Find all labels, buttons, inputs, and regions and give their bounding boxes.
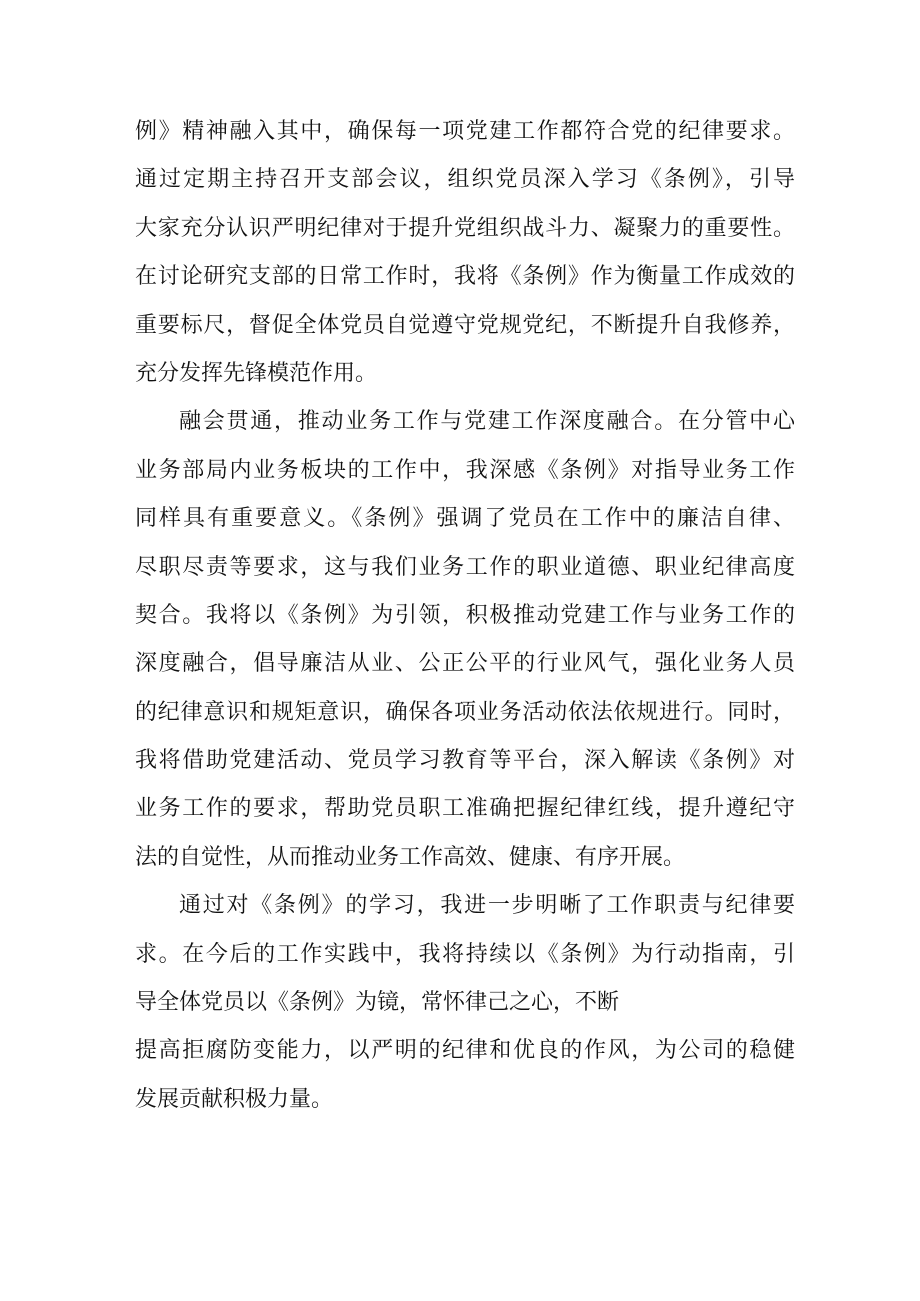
text-line-9: 同样具有重要意义。《条例》强调了党员在工作中的廉洁自律、 bbox=[135, 506, 795, 532]
text-line-11: 契合。我将以《条例》为引领，积极推动党建工作与业务工作的 bbox=[135, 602, 795, 628]
text-line-15: 业务工作的要求，帮助党员职工准确把握纪律红线，提升遵纪守 bbox=[135, 796, 795, 822]
text-line-21: 发展贡献积极力量。 bbox=[135, 1086, 334, 1112]
text-line-12: 深度融合，倡导廉洁从业、公正公平的行业风气，强化业务人员 bbox=[135, 651, 795, 677]
text-line-3: 大家充分认识严明纪律对于提升党组织战斗力、凝聚力的重要性。 bbox=[135, 215, 795, 241]
text-line-17: 通过对《条例》的学习，我进一步明晰了工作职责与纪律要 bbox=[179, 893, 795, 919]
text-line-20: 提高拒腐防变能力，以严明的纪律和优良的作风，为公司的稳健 bbox=[135, 1038, 795, 1064]
text-line-14: 我将借助党建活动、党员学习教育等平台，深入解读《条例》对 bbox=[135, 748, 795, 774]
text-line-18: 求。在今后的工作实践中，我将持续以《条例》为行动指南，引 bbox=[135, 941, 795, 967]
text-line-2: 通过定期主持召开支部会议，组织党员深入学习《条例》，引导 bbox=[135, 167, 795, 193]
text-line-19: 导全体党员以《条例》为镜，常怀律己之心，不断 bbox=[135, 990, 620, 1016]
text-line-1: 例》精神融入其中，确保每一项党建工作都符合党的纪律要求。 bbox=[135, 119, 795, 144]
text-line-16: 法的自觉性，从而推动业务工作高效、健康、有序开展。 bbox=[135, 844, 686, 870]
text-line-4: 在讨论研究支部的日常工作时，我将《条例》作为衡量工作成效的 bbox=[135, 264, 795, 290]
text-line-8: 业务部局内业务板块的工作中，我深感《条例》对指导业务工作 bbox=[135, 457, 795, 483]
text-line-10: 尽职尽责等要求，这与我们业务工作的职业道德、职业纪律高度 bbox=[135, 554, 795, 580]
text-line-5: 重要标尺，督促全体党员自觉遵守党规党纪，不断提升自我修养， bbox=[135, 312, 795, 338]
text-line-7: 融会贯通，推动业务工作与党建工作深度融合。在分管中心 bbox=[179, 409, 795, 435]
text-line-13: 的纪律意识和规矩意识，确保各项业务活动依法依规进行。同时， bbox=[135, 699, 795, 725]
document-body bbox=[135, 108, 795, 1124]
text-line-6: 充分发挥先锋模范作用。 bbox=[135, 360, 378, 386]
